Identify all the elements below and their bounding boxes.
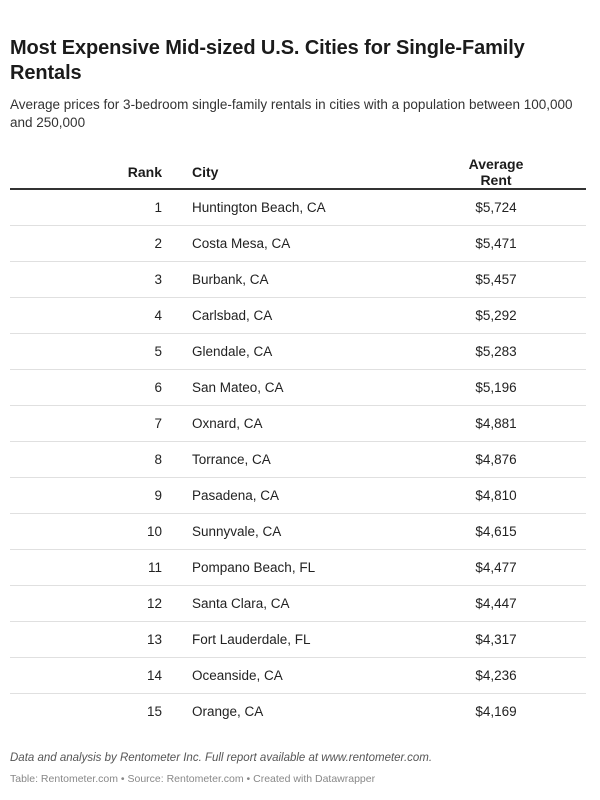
cell-average-rent-value: $5,196	[475, 380, 517, 395]
cell-rank: 9	[10, 478, 162, 514]
table-row	[10, 262, 586, 298]
cell-city: Santa Clara, CA	[192, 586, 432, 622]
column-header-city: City	[192, 156, 432, 189]
cell-average-rent-value: $4,317	[475, 632, 517, 647]
cell-average-rent	[432, 406, 586, 442]
cell-gap	[162, 406, 192, 442]
cell-city: Fort Lauderdale, FL	[192, 622, 432, 658]
cell-gap	[162, 586, 192, 622]
cell-gap	[162, 622, 192, 658]
cell-average-rent-value: $4,169	[475, 704, 517, 719]
cell-average-rent	[432, 658, 586, 694]
cell-rank: 14	[10, 658, 162, 694]
cell-city: Torrance, CA	[192, 442, 432, 478]
cell-rank: 1	[10, 189, 162, 226]
cell-rank: 4	[10, 298, 162, 334]
cell-average-rent-value: $4,881	[475, 416, 517, 431]
cell-city: Oxnard, CA	[192, 406, 432, 442]
cell-rank: 3	[10, 262, 162, 298]
cell-rank: 7	[10, 406, 162, 442]
cell-average-rent-value: $5,724	[475, 200, 517, 215]
cell-average-rent	[432, 694, 586, 730]
table-row	[10, 189, 586, 226]
cell-average-rent-value: $4,615	[475, 524, 517, 539]
table-body	[10, 189, 586, 729]
cell-gap	[162, 370, 192, 406]
column-header-average-rent	[432, 156, 586, 189]
cell-average-rent	[432, 298, 586, 334]
cell-average-rent	[432, 189, 586, 226]
cell-average-rent	[432, 550, 586, 586]
cell-city: Pompano Beach, FL	[192, 550, 432, 586]
table-row	[10, 442, 586, 478]
cell-rank: 5	[10, 334, 162, 370]
cell-average-rent	[432, 514, 586, 550]
cell-city: San Mateo, CA	[192, 370, 432, 406]
cell-average-rent-value: $5,457	[475, 272, 517, 287]
table-row	[10, 622, 586, 658]
cell-average-rent-value: $4,447	[475, 596, 517, 611]
cell-city: Oceanside, CA	[192, 658, 432, 694]
cell-rank: 6	[10, 370, 162, 406]
cell-city: Carlsbad, CA	[192, 298, 432, 334]
table-row	[10, 298, 586, 334]
cell-city: Glendale, CA	[192, 334, 432, 370]
cell-average-rent-value: $5,471	[475, 236, 517, 251]
table-row	[10, 478, 586, 514]
column-header-rank: Rank	[10, 156, 162, 189]
table-row	[10, 658, 586, 694]
cell-city: Pasadena, CA	[192, 478, 432, 514]
cell-rank: 2	[10, 226, 162, 262]
cell-gap	[162, 262, 192, 298]
cell-average-rent-value: $5,292	[475, 308, 517, 323]
cell-average-rent	[432, 442, 586, 478]
cell-rank: 12	[10, 586, 162, 622]
cell-gap	[162, 478, 192, 514]
cell-average-rent	[432, 262, 586, 298]
table-row	[10, 334, 586, 370]
cell-average-rent	[432, 622, 586, 658]
cell-average-rent-value: $4,810	[475, 488, 517, 503]
chart-title: Most Expensive Mid-sized U.S. Cities for Single-Family Rentals	[10, 37, 525, 84]
cell-rank: 10	[10, 514, 162, 550]
table-row	[10, 406, 586, 442]
table-row	[10, 370, 586, 406]
rent-table	[10, 156, 586, 729]
column-header-average-rent-label: Average Rent	[468, 156, 524, 188]
cell-gap	[162, 658, 192, 694]
cell-average-rent	[432, 226, 586, 262]
cell-city: Orange, CA	[192, 704, 264, 719]
cell-rank: 13	[10, 622, 162, 658]
cell-average-rent-value: $4,236	[475, 668, 517, 683]
chart-credits: Table: Rentometer.com • Source: Rentometer.com • Created with Datawrapper	[10, 773, 376, 785]
cell-gap	[162, 514, 192, 550]
table-row	[10, 514, 586, 550]
cell-gap	[162, 550, 192, 586]
cell-average-rent	[432, 334, 586, 370]
cell-city: Huntington Beach, CA	[192, 189, 432, 226]
cell-average-rent-value: $4,876	[475, 452, 517, 467]
cell-rank: 15	[146, 704, 162, 719]
cell-gap	[162, 226, 192, 262]
cell-average-rent	[432, 586, 586, 622]
cell-gap	[162, 298, 192, 334]
cell-gap	[162, 694, 192, 730]
cell-gap	[162, 334, 192, 370]
table-row	[10, 550, 586, 586]
chart-subtitle: Average prices for 3-bedroom single-family rentals in cities with a population between 100,000 and 250,000	[10, 97, 573, 130]
column-gap	[162, 156, 192, 189]
chart-notes: Data and analysis by Rentometer Inc. Full report available at www.rentometer.com.	[10, 752, 433, 764]
cell-rank: 11	[10, 550, 162, 586]
table-row	[10, 586, 586, 622]
cell-city: Sunnyvale, CA	[192, 514, 432, 550]
table-row	[10, 694, 586, 730]
cell-average-rent-value: $4,477	[475, 560, 517, 575]
chart-container	[10, 36, 586, 786]
cell-city: Burbank, CA	[192, 262, 432, 298]
table-row	[10, 226, 586, 262]
cell-gap	[162, 189, 192, 226]
cell-rank: 8	[10, 442, 162, 478]
cell-average-rent	[432, 478, 586, 514]
cell-gap	[162, 442, 192, 478]
cell-average-rent	[432, 370, 586, 406]
cell-city: Costa Mesa, CA	[192, 226, 432, 262]
cell-average-rent-value: $5,283	[475, 344, 517, 359]
table-header-row	[10, 156, 586, 189]
